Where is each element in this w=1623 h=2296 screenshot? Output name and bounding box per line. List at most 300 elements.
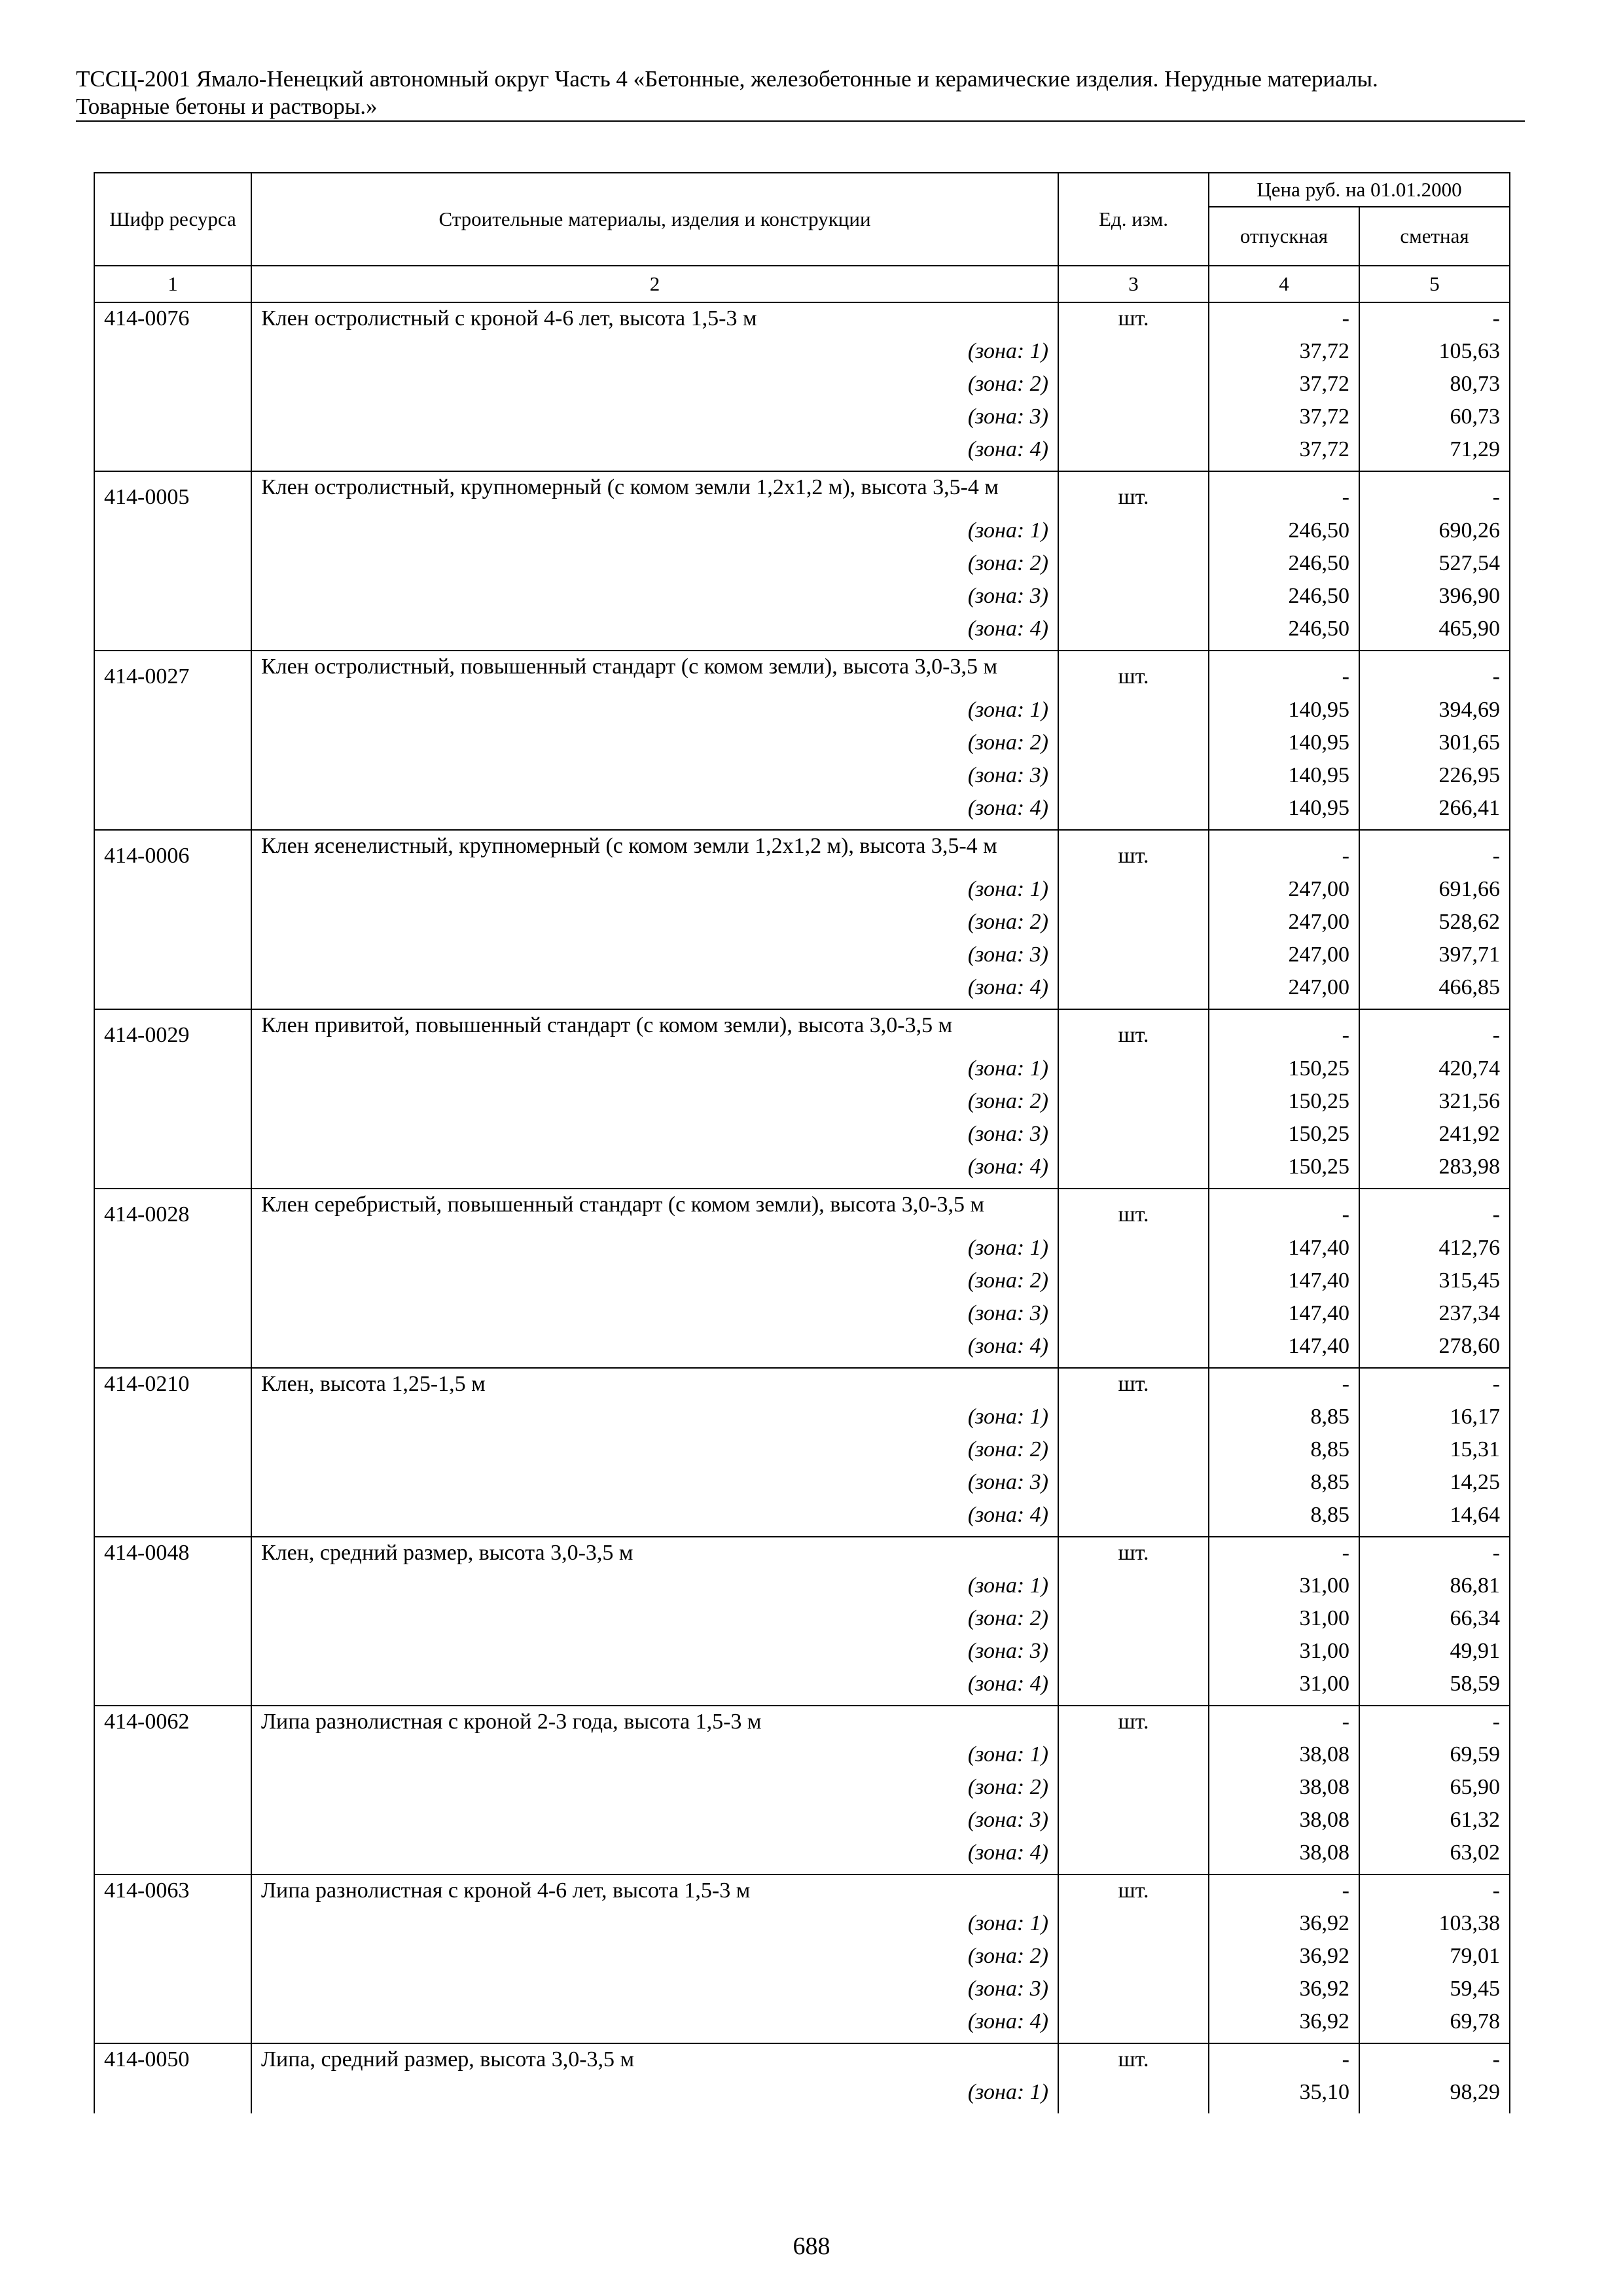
zone-row xyxy=(94,1405,1510,1438)
zone-estimate-price: 466,85 xyxy=(1359,976,1510,1009)
zone-label: (зона: 4) xyxy=(251,1672,1058,1706)
zone-row xyxy=(94,1236,1510,1269)
zone-release-price: 38,08 xyxy=(1209,1743,1359,1776)
zone-empty-code xyxy=(94,731,251,764)
zone-estimate-price: 283,98 xyxy=(1359,1155,1510,1189)
table-body xyxy=(94,302,1510,2113)
header-line-2: Товарные бетоны и растворы.» xyxy=(76,94,378,119)
zone-label: (зона: 1) xyxy=(251,1057,1058,1090)
zone-release-price: 36,92 xyxy=(1209,1912,1359,1945)
zone-empty-code xyxy=(94,340,251,372)
page-number: 688 xyxy=(793,2233,830,2260)
zone-label: (зона: 1) xyxy=(251,519,1058,552)
zone-release-price: 247,00 xyxy=(1209,943,1359,976)
zone-empty-unit xyxy=(1058,797,1209,830)
zone-empty-unit xyxy=(1058,1236,1209,1269)
zone-label: (зона: 2) xyxy=(251,1607,1058,1640)
zone-label: (зона: 3) xyxy=(251,1122,1058,1155)
zone-empty-unit xyxy=(1058,617,1209,651)
zone-empty-unit xyxy=(1058,1057,1209,1090)
zone-empty-unit xyxy=(1058,1302,1209,1335)
zone-empty-code xyxy=(94,372,251,405)
resource-code: 414-0005 xyxy=(94,471,251,519)
unit-of-measure: шт. xyxy=(1058,2043,1209,2081)
zone-empty-unit xyxy=(1058,764,1209,797)
zone-empty-code xyxy=(94,1269,251,1302)
document-header xyxy=(76,65,1522,120)
zone-row xyxy=(94,519,1510,552)
col-number: 1 xyxy=(94,266,251,302)
col-number: 2 xyxy=(251,266,1058,302)
zone-label: (зона: 3) xyxy=(251,1640,1058,1672)
resource-code: 414-0063 xyxy=(94,1874,251,1912)
zone-release-price: 8,85 xyxy=(1209,1471,1359,1503)
resource-code: 414-0048 xyxy=(94,1537,251,1574)
col-header-code: Шифр ресурса xyxy=(94,173,251,266)
zone-label: (зона: 4) xyxy=(251,1155,1058,1189)
zone-empty-code xyxy=(94,552,251,584)
zone-estimate-price: 80,73 xyxy=(1359,372,1510,405)
release-price: - xyxy=(1209,1874,1359,1912)
zone-estimate-price: 66,34 xyxy=(1359,1607,1510,1640)
zone-release-price: 246,50 xyxy=(1209,584,1359,617)
resource-code: 414-0006 xyxy=(94,830,251,878)
zone-empty-unit xyxy=(1058,1122,1209,1155)
estimate-price: - xyxy=(1359,830,1510,878)
zone-release-price: 37,72 xyxy=(1209,438,1359,471)
unit-of-measure: шт. xyxy=(1058,1189,1209,1236)
table-row xyxy=(94,2043,1510,2081)
zone-empty-unit xyxy=(1058,1808,1209,1841)
zone-empty-unit xyxy=(1058,1607,1209,1640)
zone-estimate-price: 301,65 xyxy=(1359,731,1510,764)
zone-label: (зона: 1) xyxy=(251,1743,1058,1776)
zone-empty-unit xyxy=(1058,1471,1209,1503)
zone-empty-code xyxy=(94,584,251,617)
zone-estimate-price: 396,90 xyxy=(1359,584,1510,617)
zone-release-price: 147,40 xyxy=(1209,1335,1359,1368)
zone-label: (зона: 3) xyxy=(251,943,1058,976)
zone-release-price: 140,95 xyxy=(1209,731,1359,764)
zone-label: (зона: 1) xyxy=(251,878,1058,910)
zone-row xyxy=(94,797,1510,830)
estimate-price: - xyxy=(1359,1368,1510,1405)
unit-of-measure: шт. xyxy=(1058,1537,1209,1574)
material-name: Клен остролистный, крупномерный (с комом земли 1,2х1,2 м), высота 3,5-4 м xyxy=(251,471,1058,519)
zone-release-price: 150,25 xyxy=(1209,1122,1359,1155)
zone-label: (зона: 2) xyxy=(251,910,1058,943)
estimate-price: - xyxy=(1359,471,1510,519)
zone-empty-unit xyxy=(1058,910,1209,943)
release-price: - xyxy=(1209,830,1359,878)
zone-label: (зона: 4) xyxy=(251,797,1058,830)
zone-row xyxy=(94,1574,1510,1607)
zone-label: (зона: 3) xyxy=(251,1977,1058,2010)
zone-empty-unit xyxy=(1058,698,1209,731)
zone-empty-code xyxy=(94,1471,251,1503)
zone-release-price: 8,85 xyxy=(1209,1438,1359,1471)
zone-row xyxy=(94,878,1510,910)
col-header-name: Строительные материалы, изделия и конструкции xyxy=(251,173,1058,266)
zone-row xyxy=(94,764,1510,797)
zone-release-price: 37,72 xyxy=(1209,372,1359,405)
resource-code: 414-0029 xyxy=(94,1009,251,1057)
zone-empty-code xyxy=(94,1945,251,1977)
zone-empty-unit xyxy=(1058,1335,1209,1368)
zone-estimate-price: 60,73 xyxy=(1359,405,1510,438)
zone-label: (зона: 1) xyxy=(251,1405,1058,1438)
zone-empty-unit xyxy=(1058,405,1209,438)
zone-empty-code xyxy=(94,1776,251,1808)
resource-code: 414-0027 xyxy=(94,651,251,698)
zone-row xyxy=(94,1977,1510,2010)
col-header-release: отпускная xyxy=(1209,207,1359,266)
table-row xyxy=(94,1368,1510,1405)
unit-of-measure: шт. xyxy=(1058,471,1209,519)
table-row xyxy=(94,1706,1510,1743)
zone-empty-code xyxy=(94,1640,251,1672)
zone-empty-unit xyxy=(1058,1405,1209,1438)
zone-release-price: 36,92 xyxy=(1209,2010,1359,2043)
zone-estimate-price: 58,59 xyxy=(1359,1672,1510,1706)
zone-row xyxy=(94,1155,1510,1189)
zone-release-price: 38,08 xyxy=(1209,1776,1359,1808)
table-row xyxy=(94,1189,1510,1236)
header-line-1: ТССЦ-2001 Ямало-Ненецкий автономный округ Часть 4 «Бетонные, железобетонные и керамические изделия. Нерудные материалы. xyxy=(76,66,1378,92)
resource-code: 414-0076 xyxy=(94,302,251,340)
zone-empty-unit xyxy=(1058,372,1209,405)
zone-estimate-price: 266,41 xyxy=(1359,797,1510,830)
zone-label: (зона: 1) xyxy=(251,1236,1058,1269)
zone-empty-unit xyxy=(1058,1776,1209,1808)
col-number: 4 xyxy=(1209,266,1359,302)
zone-empty-code xyxy=(94,2010,251,2043)
zone-label: (зона: 1) xyxy=(251,340,1058,372)
material-name: Липа, средний размер, высота 3,0-3,5 м xyxy=(251,2043,1058,2081)
table-row xyxy=(94,651,1510,698)
zone-estimate-price: 420,74 xyxy=(1359,1057,1510,1090)
zone-empty-code xyxy=(94,1607,251,1640)
zone-row xyxy=(94,1743,1510,1776)
zone-row xyxy=(94,1335,1510,1368)
zone-estimate-price: 315,45 xyxy=(1359,1269,1510,1302)
zone-release-price: 38,08 xyxy=(1209,1841,1359,1874)
zone-label: (зона: 2) xyxy=(251,1945,1058,1977)
zone-row xyxy=(94,910,1510,943)
zone-release-price: 150,25 xyxy=(1209,1090,1359,1122)
zone-empty-code xyxy=(94,1090,251,1122)
zone-empty-code xyxy=(94,1405,251,1438)
material-name: Клен, высота 1,25-1,5 м xyxy=(251,1368,1058,1405)
zone-label: (зона: 3) xyxy=(251,1471,1058,1503)
zone-row xyxy=(94,943,1510,976)
zone-label: (зона: 2) xyxy=(251,731,1058,764)
zone-estimate-price: 321,56 xyxy=(1359,1090,1510,1122)
zone-estimate-price: 15,31 xyxy=(1359,1438,1510,1471)
release-price: - xyxy=(1209,1368,1359,1405)
zone-label: (зона: 3) xyxy=(251,405,1058,438)
zone-label: (зона: 2) xyxy=(251,372,1058,405)
table-row xyxy=(94,471,1510,519)
zone-row xyxy=(94,1302,1510,1335)
release-price: - xyxy=(1209,1706,1359,1743)
zone-release-price: 8,85 xyxy=(1209,1503,1359,1537)
material-name: Клен серебристый, повышенный стандарт (с комом земли), высота 3,0-3,5 м xyxy=(251,1189,1058,1236)
zone-row xyxy=(94,438,1510,471)
zone-empty-code xyxy=(94,1155,251,1189)
zone-release-price: 31,00 xyxy=(1209,1672,1359,1706)
zone-estimate-price: 105,63 xyxy=(1359,340,1510,372)
price-table xyxy=(94,172,1510,2113)
col-header-unit: Ед. изм. xyxy=(1058,173,1209,266)
zone-release-price: 147,40 xyxy=(1209,1302,1359,1335)
zone-empty-unit xyxy=(1058,1090,1209,1122)
zone-empty-code xyxy=(94,910,251,943)
zone-empty-code xyxy=(94,519,251,552)
zone-row xyxy=(94,1122,1510,1155)
zone-empty-unit xyxy=(1058,1640,1209,1672)
zone-estimate-price: 49,91 xyxy=(1359,1640,1510,1672)
zone-label: (зона: 2) xyxy=(251,552,1058,584)
zone-label: (зона: 2) xyxy=(251,1090,1058,1122)
material-name: Клен, средний размер, высота 3,0-3,5 м xyxy=(251,1537,1058,1574)
zone-estimate-price: 226,95 xyxy=(1359,764,1510,797)
zone-release-price: 8,85 xyxy=(1209,1405,1359,1438)
zone-row xyxy=(94,617,1510,651)
zone-estimate-price: 394,69 xyxy=(1359,698,1510,731)
zone-empty-code xyxy=(94,797,251,830)
estimate-price: - xyxy=(1359,1874,1510,1912)
release-price: - xyxy=(1209,2043,1359,2081)
col-number: 5 xyxy=(1359,266,1510,302)
zone-row xyxy=(94,1912,1510,1945)
unit-of-measure: шт. xyxy=(1058,1874,1209,1912)
zone-row xyxy=(94,1090,1510,1122)
zone-row xyxy=(94,1438,1510,1471)
zone-empty-unit xyxy=(1058,1155,1209,1189)
col-number: 3 xyxy=(1058,266,1209,302)
zone-row xyxy=(94,340,1510,372)
zone-label: (зона: 4) xyxy=(251,2010,1058,2043)
material-name: Липа разнолистная с кроной 2-3 года, высота 1,5-3 м xyxy=(251,1706,1058,1743)
zone-row xyxy=(94,1471,1510,1503)
unit-of-measure: шт. xyxy=(1058,302,1209,340)
zone-empty-unit xyxy=(1058,943,1209,976)
zone-estimate-price: 63,02 xyxy=(1359,1841,1510,1874)
resource-code: 414-0028 xyxy=(94,1189,251,1236)
table-row xyxy=(94,1537,1510,1574)
zone-estimate-price: 71,29 xyxy=(1359,438,1510,471)
zone-row xyxy=(94,731,1510,764)
col-header-estimate: сметная xyxy=(1359,207,1510,266)
zone-empty-code xyxy=(94,1438,251,1471)
zone-label: (зона: 4) xyxy=(251,438,1058,471)
zone-empty-code xyxy=(94,878,251,910)
zone-estimate-price: 241,92 xyxy=(1359,1122,1510,1155)
zone-release-price: 147,40 xyxy=(1209,1269,1359,1302)
zone-release-price: 150,25 xyxy=(1209,1057,1359,1090)
release-price: - xyxy=(1209,651,1359,698)
zone-release-price: 150,25 xyxy=(1209,1155,1359,1189)
zone-estimate-price: 397,71 xyxy=(1359,943,1510,976)
estimate-price: - xyxy=(1359,1009,1510,1057)
zone-release-price: 246,50 xyxy=(1209,552,1359,584)
estimate-price: - xyxy=(1359,651,1510,698)
material-name: Липа разнолистная с кроной 4-6 лет, высота 1,5-3 м xyxy=(251,1874,1058,1912)
zone-release-price: 37,72 xyxy=(1209,405,1359,438)
zone-empty-unit xyxy=(1058,1438,1209,1471)
zone-empty-unit xyxy=(1058,1743,1209,1776)
zone-empty-code xyxy=(94,1335,251,1368)
zone-estimate-price: 528,62 xyxy=(1359,910,1510,943)
zone-row xyxy=(94,2010,1510,2043)
unit-of-measure: шт. xyxy=(1058,1009,1209,1057)
zone-estimate-price: 98,29 xyxy=(1359,2081,1510,2113)
zone-empty-code xyxy=(94,1977,251,2010)
estimate-price: - xyxy=(1359,1537,1510,1574)
zone-empty-code xyxy=(94,1672,251,1706)
estimate-price: - xyxy=(1359,1706,1510,1743)
zone-row xyxy=(94,1841,1510,1874)
table-row xyxy=(94,830,1510,878)
material-name: Клен ясенелистный, крупномерный (с комом земли 1,2х1,2 м), высота 3,5-4 м xyxy=(251,830,1058,878)
release-price: - xyxy=(1209,1009,1359,1057)
zone-row xyxy=(94,552,1510,584)
zone-release-price: 140,95 xyxy=(1209,797,1359,830)
zone-estimate-price: 69,59 xyxy=(1359,1743,1510,1776)
zone-release-price: 247,00 xyxy=(1209,910,1359,943)
zone-row xyxy=(94,1808,1510,1841)
zone-label: (зона: 4) xyxy=(251,1335,1058,1368)
zone-empty-code xyxy=(94,1302,251,1335)
zone-estimate-price: 412,76 xyxy=(1359,1236,1510,1269)
zone-empty-unit xyxy=(1058,1945,1209,1977)
zone-estimate-price: 86,81 xyxy=(1359,1574,1510,1607)
zone-label: (зона: 2) xyxy=(251,1438,1058,1471)
zone-release-price: 140,95 xyxy=(1209,698,1359,731)
table-row xyxy=(94,302,1510,340)
zone-label: (зона: 2) xyxy=(251,1776,1058,1808)
zone-label: (зона: 1) xyxy=(251,1912,1058,1945)
zone-empty-unit xyxy=(1058,584,1209,617)
zone-release-price: 247,00 xyxy=(1209,976,1359,1009)
zone-estimate-price: 69,78 xyxy=(1359,2010,1510,2043)
zone-row xyxy=(94,584,1510,617)
unit-of-measure: шт. xyxy=(1058,651,1209,698)
zone-empty-unit xyxy=(1058,1672,1209,1706)
zone-row xyxy=(94,976,1510,1009)
zone-row xyxy=(94,1057,1510,1090)
material-name: Клен остролистный, повышенный стандарт (с комом земли), высота 3,0-3,5 м xyxy=(251,651,1058,698)
zone-release-price: 246,50 xyxy=(1209,519,1359,552)
resource-code: 414-0062 xyxy=(94,1706,251,1743)
estimate-price: - xyxy=(1359,1189,1510,1236)
zone-empty-code xyxy=(94,2081,251,2113)
zone-release-price: 36,92 xyxy=(1209,1945,1359,1977)
material-name: Клен остролистный с кроной 4-6 лет, высота 1,5-3 м xyxy=(251,302,1058,340)
zone-release-price: 147,40 xyxy=(1209,1236,1359,1269)
zone-empty-code xyxy=(94,943,251,976)
zone-estimate-price: 690,26 xyxy=(1359,519,1510,552)
zone-estimate-price: 14,25 xyxy=(1359,1471,1510,1503)
zone-label: (зона: 4) xyxy=(251,1841,1058,1874)
zone-estimate-price: 79,01 xyxy=(1359,1945,1510,1977)
zone-label: (зона: 1) xyxy=(251,698,1058,731)
zone-row xyxy=(94,1503,1510,1537)
zone-empty-code xyxy=(94,1808,251,1841)
zone-empty-code xyxy=(94,438,251,471)
col-header-price-group: Цена руб. на 01.01.2000 xyxy=(1209,173,1510,207)
zone-release-price: 37,72 xyxy=(1209,340,1359,372)
zone-empty-unit xyxy=(1058,438,1209,471)
zone-release-price: 140,95 xyxy=(1209,764,1359,797)
zone-row xyxy=(94,1672,1510,1706)
zone-release-price: 246,50 xyxy=(1209,617,1359,651)
zone-row xyxy=(94,1269,1510,1302)
zone-empty-code xyxy=(94,1743,251,1776)
zone-release-price: 31,00 xyxy=(1209,1640,1359,1672)
zone-release-price: 36,92 xyxy=(1209,1977,1359,2010)
resource-code: 414-0050 xyxy=(94,2043,251,2081)
zone-label: (зона: 3) xyxy=(251,764,1058,797)
zone-label: (зона: 3) xyxy=(251,1808,1058,1841)
zone-estimate-price: 103,38 xyxy=(1359,1912,1510,1945)
zone-empty-unit xyxy=(1058,878,1209,910)
zone-empty-unit xyxy=(1058,1912,1209,1945)
zone-empty-unit xyxy=(1058,340,1209,372)
unit-of-measure: шт. xyxy=(1058,830,1209,878)
zone-empty-code xyxy=(94,1057,251,1090)
zone-empty-code xyxy=(94,1912,251,1945)
zone-release-price: 31,00 xyxy=(1209,1607,1359,1640)
zone-row xyxy=(94,2081,1510,2113)
zone-estimate-price: 14,64 xyxy=(1359,1503,1510,1537)
estimate-price: - xyxy=(1359,2043,1510,2081)
zone-row xyxy=(94,1640,1510,1672)
zone-empty-unit xyxy=(1058,1574,1209,1607)
zone-empty-code xyxy=(94,764,251,797)
zone-release-price: 247,00 xyxy=(1209,878,1359,910)
zone-empty-unit xyxy=(1058,1977,1209,2010)
zone-estimate-price: 278,60 xyxy=(1359,1335,1510,1368)
unit-of-measure: шт. xyxy=(1058,1368,1209,1405)
zone-estimate-price: 61,32 xyxy=(1359,1808,1510,1841)
zone-empty-unit xyxy=(1058,731,1209,764)
zone-empty-code xyxy=(94,698,251,731)
zone-label: (зона: 4) xyxy=(251,617,1058,651)
zone-row xyxy=(94,405,1510,438)
zone-estimate-price: 527,54 xyxy=(1359,552,1510,584)
zone-estimate-price: 465,90 xyxy=(1359,617,1510,651)
zone-release-price: 31,00 xyxy=(1209,1574,1359,1607)
release-price: - xyxy=(1209,1189,1359,1236)
release-price: - xyxy=(1209,471,1359,519)
zone-row xyxy=(94,1945,1510,1977)
zone-empty-code xyxy=(94,617,251,651)
resource-code: 414-0210 xyxy=(94,1368,251,1405)
zone-empty-unit xyxy=(1058,1269,1209,1302)
material-name: Клен привитой, повышенный стандарт (с комом земли), высота 3,0-3,5 м xyxy=(251,1009,1058,1057)
release-price: - xyxy=(1209,302,1359,340)
zone-label: (зона: 3) xyxy=(251,1302,1058,1335)
unit-of-measure: шт. xyxy=(1058,1706,1209,1743)
zone-label: (зона: 4) xyxy=(251,976,1058,1009)
zone-empty-code xyxy=(94,1503,251,1537)
zone-empty-unit xyxy=(1058,519,1209,552)
zone-label: (зона: 2) xyxy=(251,1269,1058,1302)
zone-estimate-price: 65,90 xyxy=(1359,1776,1510,1808)
zone-estimate-price: 691,66 xyxy=(1359,878,1510,910)
